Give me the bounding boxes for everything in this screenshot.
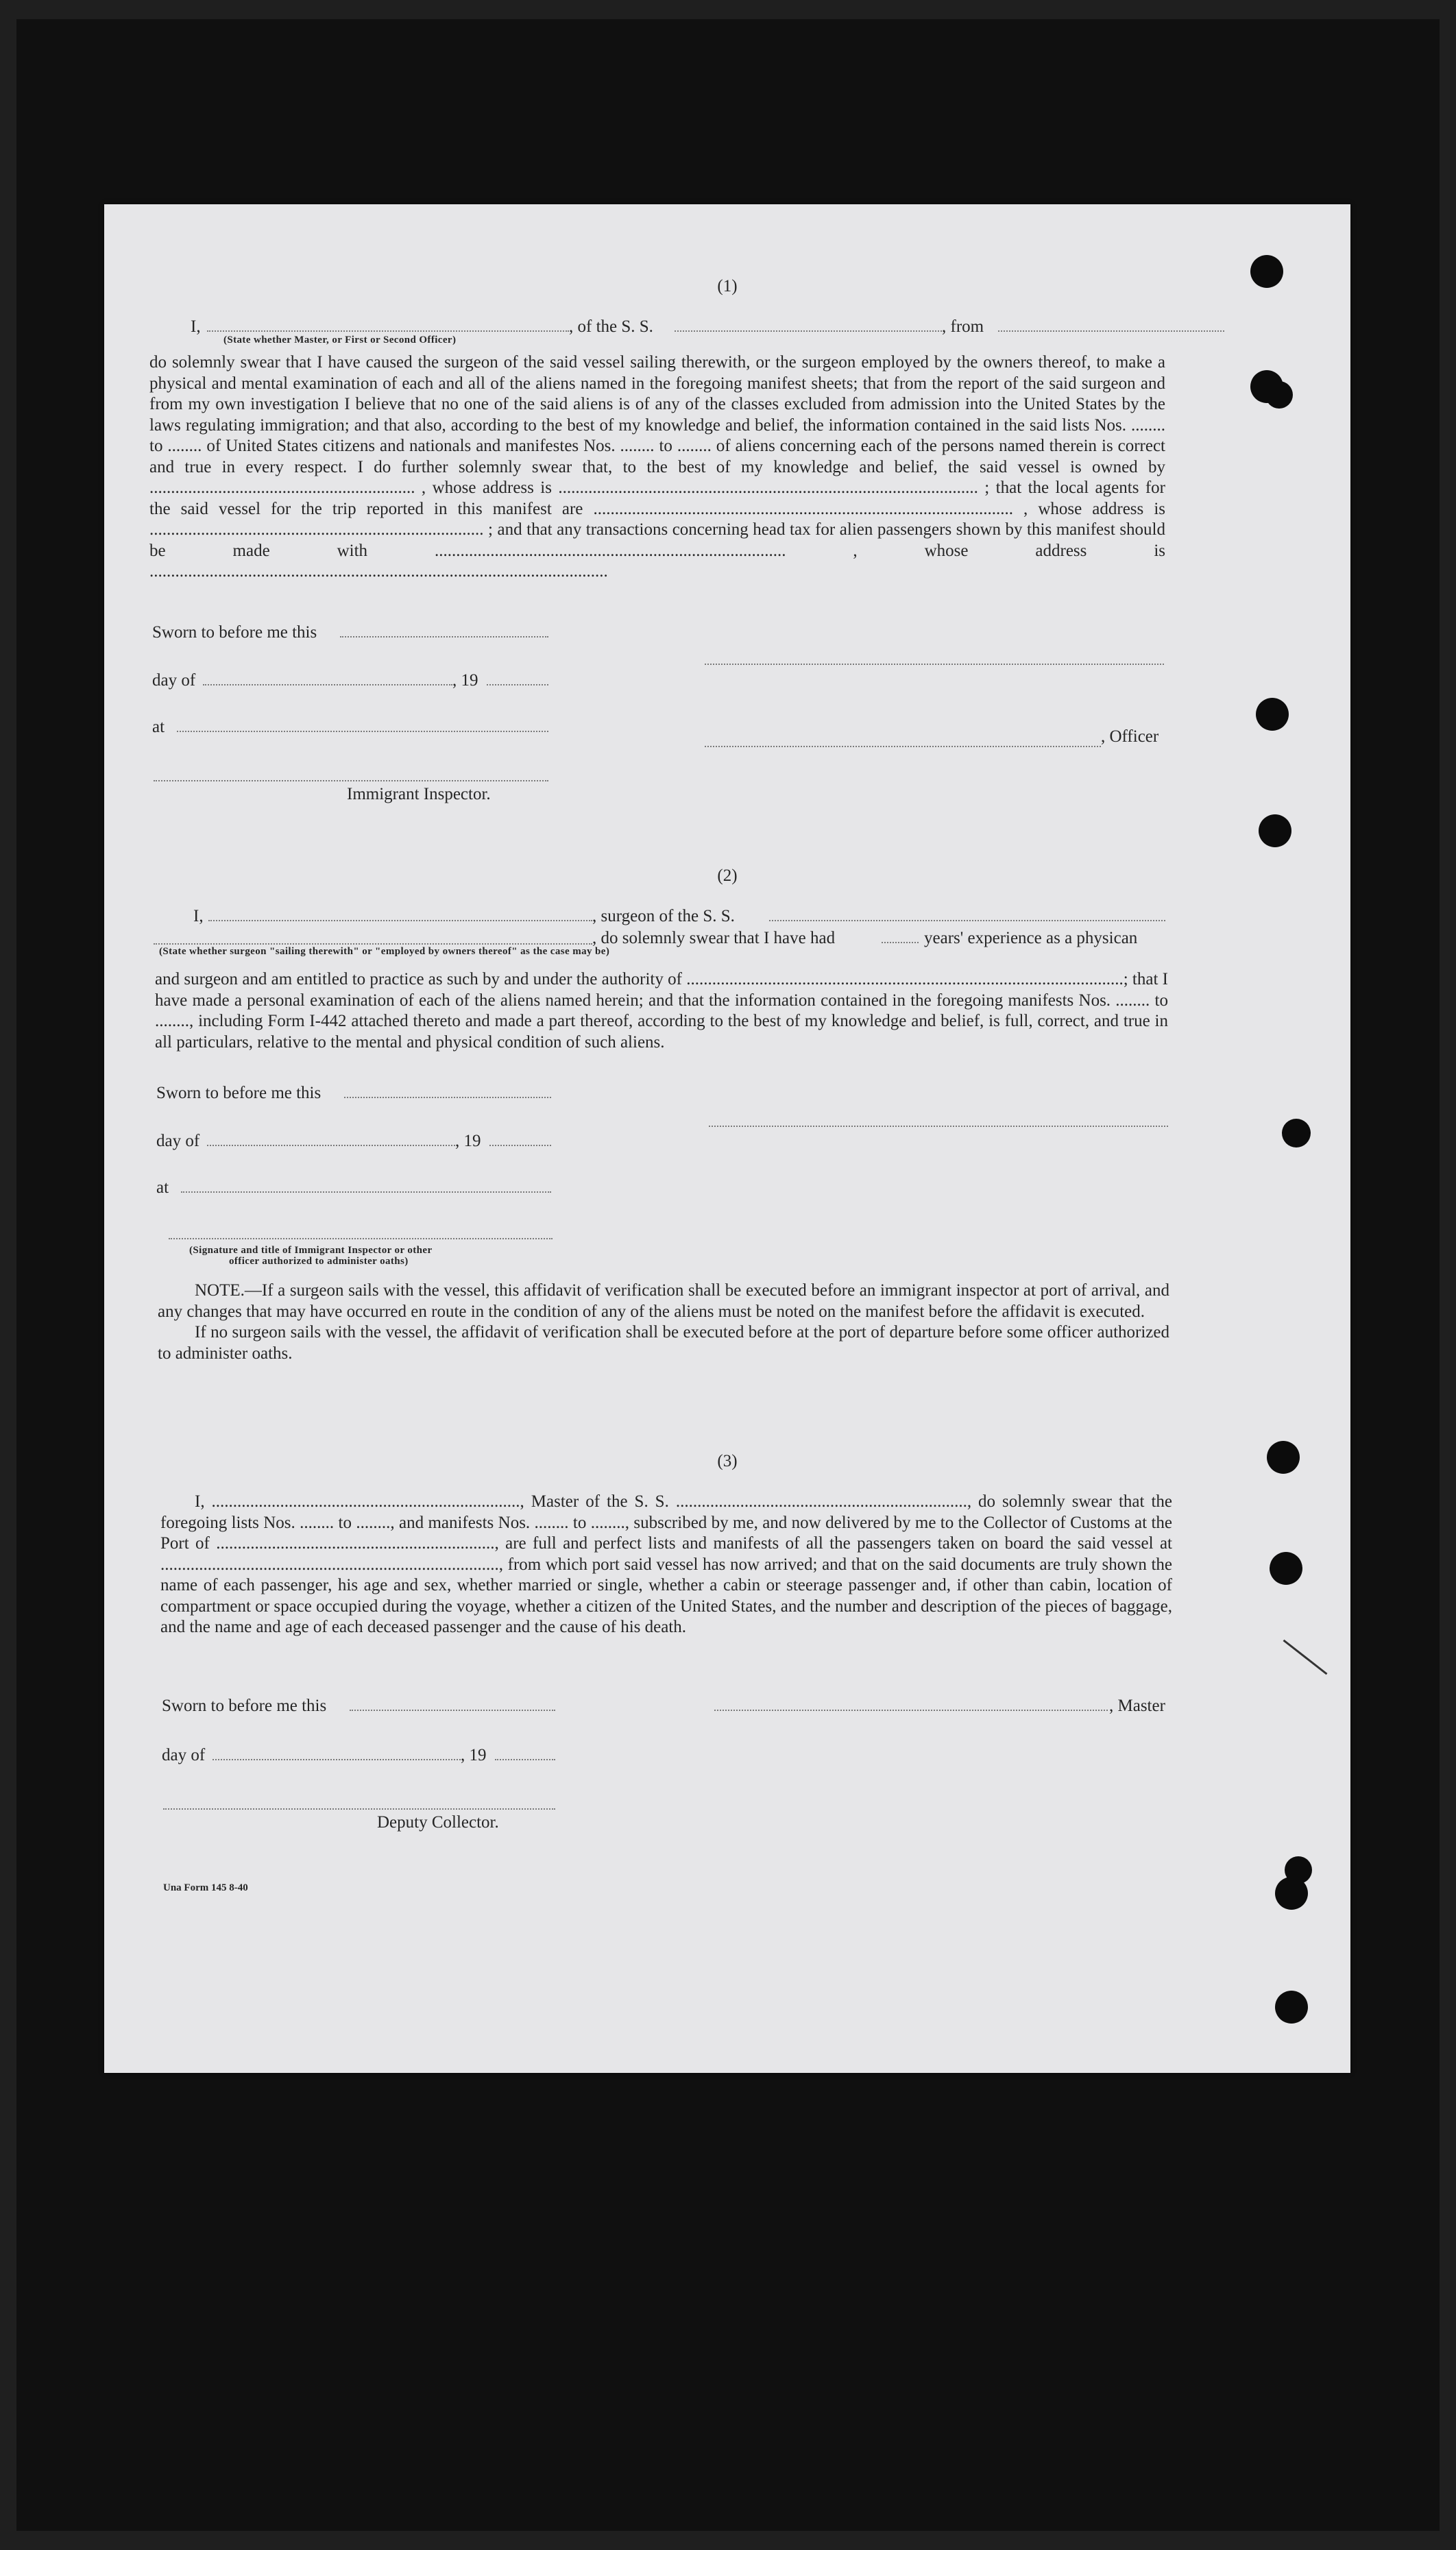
sec2-place-blank[interactable] bbox=[181, 1191, 551, 1193]
officer-label: , Officer bbox=[1101, 727, 1159, 746]
sec2-inspector-line[interactable] bbox=[169, 1238, 553, 1239]
sec1-day-of-label: day of bbox=[152, 671, 196, 690]
sec1-sworn-label: Sworn to before me this bbox=[152, 623, 317, 642]
from-port-blank[interactable] bbox=[998, 330, 1224, 332]
sec2-surgeon-signature-line[interactable] bbox=[709, 1126, 1168, 1127]
section-2-number: (2) bbox=[717, 866, 738, 885]
surgeon-type-note: (State whether surgeon "sailing therewith" or "employed by owners thereof" as the case may be) bbox=[159, 946, 610, 957]
note-paragraph-2: If no surgeon sails with the vessel, the affidavit of verification shall be executed before at the port of departure before some officer authorized to administer oaths. bbox=[158, 1323, 1169, 1363]
sec2-vessel-blank[interactable] bbox=[769, 920, 1165, 921]
sec1-officer-title-line[interactable] bbox=[705, 746, 1101, 747]
surgeon-of-label: , surgeon of the S. S. bbox=[592, 907, 735, 925]
officer-note: (State whether Master, or First or Second Officer) bbox=[223, 335, 457, 345]
note-paragraph-1: NOTE.—If a surgeon sails with the vessel, this affidavit of verification shall be executed before an immigrant inspector at port of arrival, and any changes that may have occurred en route in the condition of any of the aliens must be noted on the manifest before the affidavit is executed. bbox=[158, 1281, 1169, 1321]
sec3-day-blank[interactable] bbox=[213, 1759, 461, 1760]
sec2-year-blank[interactable] bbox=[489, 1145, 551, 1146]
sec1-inspector-line[interactable] bbox=[154, 780, 548, 781]
punch-hole bbox=[1259, 814, 1291, 847]
punch-hole bbox=[1275, 1877, 1308, 1910]
surgeon-type-blank[interactable] bbox=[154, 943, 592, 945]
sec3-sworn-label: Sworn to before me this bbox=[162, 1697, 327, 1715]
punch-hole bbox=[1270, 1552, 1302, 1585]
punch-hole bbox=[1265, 381, 1293, 409]
signature-note-line-2: officer authorized to administer oaths) bbox=[229, 1256, 409, 1267]
sec1-year-blank[interactable] bbox=[487, 684, 548, 685]
sec1-sworn-blank[interactable] bbox=[340, 636, 548, 638]
immigrant-inspector-label: Immigrant Inspector. bbox=[347, 785, 491, 803]
years-blank[interactable] bbox=[882, 942, 919, 943]
sec1-officer-signature-line[interactable] bbox=[705, 664, 1164, 665]
of-ss-label: , of the S. S. bbox=[569, 317, 653, 336]
sec1-at-label: at bbox=[152, 718, 165, 736]
sec3-year-blank[interactable] bbox=[495, 1759, 555, 1760]
section-1-number: (1) bbox=[717, 277, 738, 295]
sec2-sworn-label: Sworn to before me this bbox=[156, 1084, 321, 1102]
section-1-oath-text: do solemnly swear that I have caused the surgeon of the said vessel sailing therewith, or the surgeon employed by the owners thereof, to make a physical and mental examination of each and all of the aliens named in the foregoing manifest sheets; that from the report of the said surgeon and from my own investigation I believe that no one of the said aliens is of any of the classes excluded from admission into the United States by the laws regulating immigration; and that also, according to the best of my knowledge and belief, the information contained in the said lists Nos. ........ to ........ of United States citizens and nationals and manifestes Nos. ........ to ........ of aliens concerning each of the persons named therein is correct and true in every respect. I do further solemnly swear that, to the best of my knowledge and belief, the said vessel is owned by .............................................................. , whose address is .................................................................................................. ; that the local agents for the said vessel for the trip reported in this manifest are .................................................................................................. , whose address is .............................................................................. ; and that any transactions concerning head tax for alien passengers shown by this manifest should be made with .................................................................................. , whose address is ........................................................................................................... bbox=[149, 353, 1165, 581]
sec2-day-of-label: day of bbox=[156, 1132, 200, 1150]
from-label: , from bbox=[942, 317, 984, 336]
sec1-year-label: , 19 bbox=[452, 671, 478, 690]
section-3-number: (3) bbox=[717, 1452, 738, 1470]
punch-hole bbox=[1256, 698, 1289, 731]
sec2-swear-label: , do solemnly swear that I have had bbox=[592, 929, 836, 947]
sec2-sworn-blank[interactable] bbox=[344, 1097, 551, 1098]
surgeon-name-blank[interactable] bbox=[208, 920, 592, 921]
sec3-sworn-blank[interactable] bbox=[350, 1710, 555, 1711]
sec3-day-of-label: day of bbox=[162, 1746, 206, 1764]
sec2-at-label: at bbox=[156, 1178, 169, 1197]
signature-note-line-1: (Signature and title of Immigrant Inspector or other bbox=[189, 1245, 433, 1256]
section-2-oath-text: and surgeon and am entitled to practice as such by and under the authority of ......................................................................................................; that I have made a personal examination of each of the aliens named herein; and that the information contained in the foregoing manifests Nos. ........ to ........, including Form I-442 attached thereto and made a part thereof, according to the best of my knowledge and belief, is full, correct, and true in all particulars, relative to the mental and physical condition of such aliens. bbox=[155, 970, 1168, 1052]
deputy-collector-label: Deputy Collector. bbox=[377, 1813, 499, 1832]
sec3-year-label: , 19 bbox=[461, 1746, 487, 1764]
sec2-year-label: , 19 bbox=[455, 1132, 481, 1150]
sec1-place-blank[interactable] bbox=[177, 731, 548, 732]
officer-name-blank[interactable] bbox=[207, 330, 569, 332]
punch-hole bbox=[1282, 1119, 1311, 1148]
deputy-collector-line[interactable] bbox=[163, 1808, 555, 1810]
sec2-day-blank[interactable] bbox=[207, 1145, 455, 1146]
note-text bbox=[158, 1280, 1169, 1364]
form-number: Una Form 145 8-40 bbox=[163, 1882, 248, 1893]
sec1-i-label: I, bbox=[191, 317, 201, 336]
section-3-oath-text: I, ........................................................................, Master of the S. S. ...................................................................., do solemnly swear that the foregoing lists Nos. ........ to ........, and manifests Nos. ........ to ........, subscribed by me, and now delivered by me to the Collector of Customs at the Port of ................................................................., are full and perfect lists and manifests of all the passengers taken on board the said vessel at ..............................................................................., from which port said vessel has now arrived; and that on the said documents are truly shown the name of each passenger, his age and sex, whether married or single, whether a cabin or steerage passenger and, if other than cabin, location of compartment or space occupied during the voyage, whether a citizen of the United States, and the number and description of the pieces of baggage, and the name and age of each deceased passenger and the cause of his death. bbox=[160, 1492, 1172, 1636]
master-label: , Master bbox=[1109, 1697, 1165, 1715]
sec1-day-blank[interactable] bbox=[203, 684, 452, 685]
manifest-verification-page bbox=[104, 204, 1350, 2073]
sec2-i-label: I, bbox=[193, 907, 204, 925]
scratch-mark bbox=[1283, 1640, 1328, 1675]
years-experience-label: years' experience as a physican bbox=[924, 929, 1138, 947]
vessel-name-blank[interactable] bbox=[675, 330, 942, 332]
punch-hole bbox=[1275, 1991, 1308, 2024]
master-signature-line[interactable] bbox=[714, 1710, 1108, 1711]
